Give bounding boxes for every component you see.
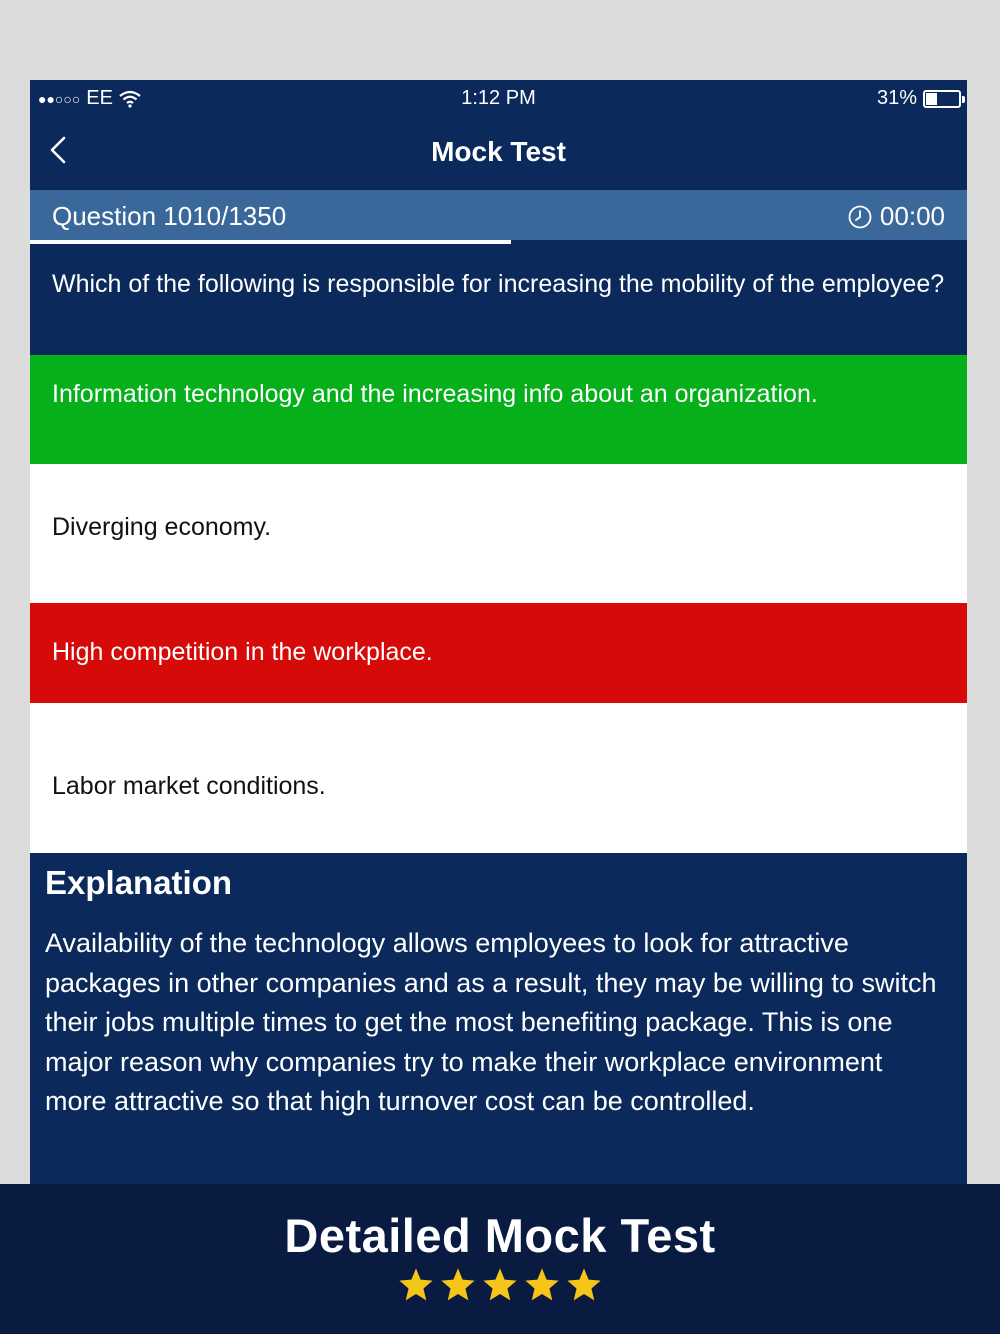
app-screen — [30, 80, 967, 1184]
explanation-text: Availability of the technology allows employees to look for attractive packages in other companies and as a result, they may be willing to switch their jobs multiple times to get the most benefiting package. This is one major reason why companies try to make their workplace environment more attractive so that high turnover cost can be controlled. — [45, 928, 937, 1116]
star-icon — [397, 1266, 435, 1304]
battery-icon — [923, 90, 961, 108]
rating-stars — [0, 1266, 1000, 1304]
star-icon — [481, 1266, 519, 1304]
question-counter: Question 1010/1350 — [52, 201, 287, 231]
star-icon — [523, 1266, 561, 1304]
answer-option-correct[interactable]: Information technology and the increasing info about an organization. — [30, 355, 967, 464]
promo-banner — [0, 1184, 1000, 1334]
answer-option[interactable]: Diverging economy. — [30, 464, 967, 603]
clock-icon — [848, 205, 872, 229]
star-icon — [565, 1266, 603, 1304]
timer — [848, 201, 945, 232]
question-text: Which of the following is responsible for increasing the mobility of the employee? — [30, 244, 967, 355]
explanation-panel — [30, 853, 967, 1184]
explanation-title: Explanation — [45, 864, 233, 901]
battery-level — [926, 93, 937, 105]
star-icon — [439, 1266, 477, 1304]
clock: 1:12 PM — [461, 87, 536, 109]
answer-option-wrong[interactable]: High competition in the workplace. — [30, 603, 967, 703]
timer-value: 00:00 — [879, 201, 945, 231]
status-bar — [30, 80, 967, 118]
battery-percent: 31% — [876, 87, 917, 109]
banner-title: Detailed Mock Test — [284, 1209, 716, 1262]
answer-option[interactable]: Labor market conditions. — [30, 703, 967, 853]
page-title: Mock Test — [431, 136, 566, 167]
signal-strength-icon: ●●○○○ — [38, 90, 81, 107]
question-counter-bar — [30, 190, 967, 240]
carrier-label: EE — [86, 87, 113, 109]
nav-bar — [30, 118, 967, 190]
